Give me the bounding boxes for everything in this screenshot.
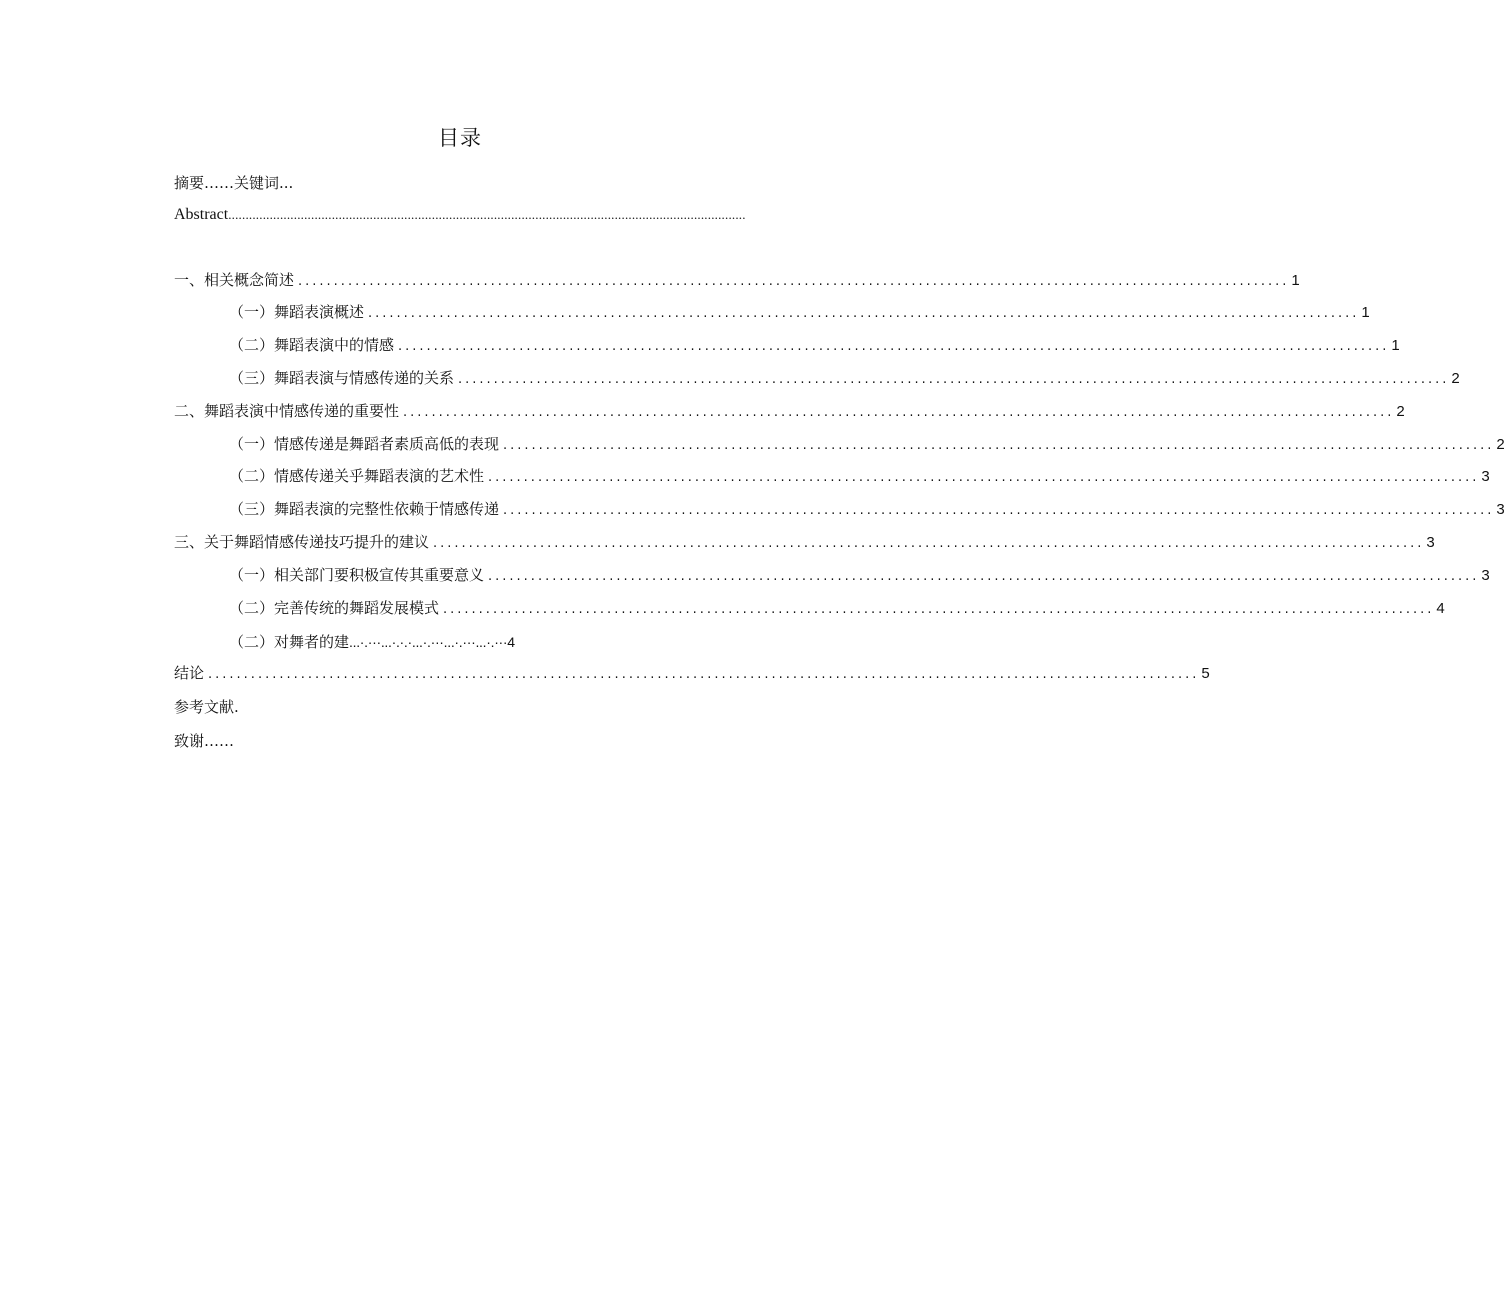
toc-entry-text: （一）舞蹈表演概述 xyxy=(229,303,365,321)
dot-leader: ........................................................................................................................................... xyxy=(503,503,1495,518)
toc-entry-text: 结论 xyxy=(174,664,205,682)
toc-entry xyxy=(229,499,1505,521)
dot-leader: ........................................................................................................................................... xyxy=(368,306,1360,321)
toc-page-number: 3 xyxy=(1426,534,1435,551)
abstract-label: Abstract xyxy=(174,206,229,223)
toc-entry xyxy=(229,466,1490,488)
dot-leader: ........................................................................................................................................... xyxy=(298,274,1290,289)
toc-entry xyxy=(174,532,1435,554)
dot-leader: ........................................................................................................................................... xyxy=(488,569,1480,584)
dot-leader: ........................................................................................................................................... xyxy=(398,339,1390,354)
dot-leader: ........................................................................................................................................... xyxy=(458,372,1450,387)
toc-entry xyxy=(174,270,1300,292)
toc-page-number: 2 xyxy=(1396,403,1405,420)
toc-entry-text: （二）对舞者的建 xyxy=(229,633,350,651)
toc-page-number: 2 xyxy=(1496,436,1505,453)
dot-leader: ........................................................................................................................................... xyxy=(443,602,1435,617)
toc-entry-text: （二）舞蹈表演中的情感 xyxy=(229,336,395,354)
toc-page-number: 3 xyxy=(1496,501,1505,518)
toc-entry-text: （二）情感传递关乎舞蹈表演的艺术性 xyxy=(229,467,485,485)
toc-entry-text: （二）完善传统的舞蹈发展模式 xyxy=(229,599,440,617)
toc-page-number: 3 xyxy=(1481,567,1490,584)
toc-entry-text: （一）相关部门要积极宣传其重要意义 xyxy=(229,566,485,584)
toc-page-number: 1 xyxy=(1291,272,1300,289)
toc-entry-text: （三）舞蹈表演的完整性依赖于情感传递 xyxy=(229,500,500,518)
page-title: 目录 xyxy=(438,126,482,150)
irregular-dot-leader: ...·.···...·.·.·...·.···...·.···...·.···4 xyxy=(349,634,515,650)
toc-entry xyxy=(229,434,1505,456)
toc-entry-text: 一、相关概念简述 xyxy=(174,271,295,289)
toc-entry xyxy=(229,598,1445,620)
abstract-dot-leader: ...................................................................................................................................................... xyxy=(228,207,746,222)
toc-entry-references: 参考文献. xyxy=(174,698,239,716)
toc-entry-acknowledgements: 致谢…… xyxy=(174,732,235,750)
abstract-line xyxy=(174,205,764,225)
toc-entry-text: （三）舞蹈表演与情感传递的关系 xyxy=(229,369,455,387)
toc-entry xyxy=(229,302,1370,324)
toc-entry-text: （一）情感传递是舞蹈者素质高低的表现 xyxy=(229,435,500,453)
toc-entry-conclusion xyxy=(174,663,1210,685)
toc-page-number: 5 xyxy=(1201,665,1210,682)
dot-leader: ........................................................................................................................................... xyxy=(208,667,1200,682)
toc-entry xyxy=(229,565,1490,587)
dot-leader: ........................................................................................................................................... xyxy=(503,438,1495,453)
toc-page-number: 2 xyxy=(1451,370,1460,387)
dot-leader: ........................................................................................................................................... xyxy=(403,405,1395,420)
toc-entry-irregular xyxy=(229,632,515,652)
dot-leader: ........................................................................................................................................... xyxy=(488,470,1480,485)
summary-keywords-line: 摘要……关键词... xyxy=(174,174,294,192)
toc-page-number: 1 xyxy=(1361,304,1370,321)
toc-page-number: 3 xyxy=(1481,468,1490,485)
toc-page-number: 1 xyxy=(1391,337,1400,354)
toc-entry-text: 二、舞蹈表演中情感传递的重要性 xyxy=(174,402,400,420)
toc-entry xyxy=(229,335,1400,357)
toc-page-number: 4 xyxy=(1436,600,1445,617)
dot-leader: ........................................................................................................................................... xyxy=(433,536,1425,551)
toc-entry xyxy=(229,368,1460,390)
toc-entry-text: 三、关于舞蹈情感传递技巧提升的建议 xyxy=(174,533,430,551)
toc-entry xyxy=(174,401,1405,423)
